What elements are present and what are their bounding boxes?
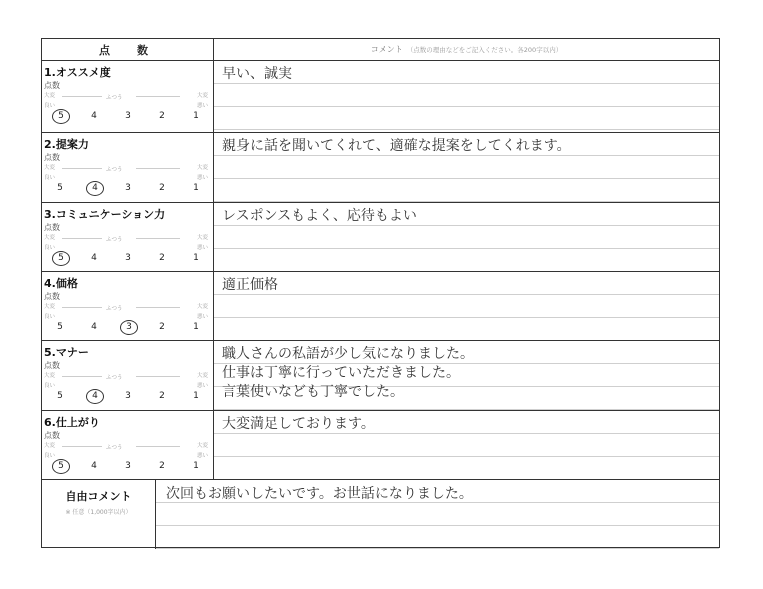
scale-arrow-right xyxy=(136,168,180,169)
free-comment-label-cell xyxy=(42,480,156,549)
scale-normal-label: ふつう xyxy=(106,167,123,173)
score-option[interactable]: 5 xyxy=(52,251,70,266)
score-option[interactable]: 4 xyxy=(91,461,97,471)
scale-arrow-left xyxy=(62,168,102,169)
scale-good-label: 良い xyxy=(44,314,56,320)
score-option[interactable]: 5 xyxy=(57,322,63,332)
scale-guide xyxy=(44,441,210,453)
score-label: 点数 xyxy=(44,81,60,90)
category-title: 6.仕上がり xyxy=(44,416,100,429)
score-column-header: 点 数 xyxy=(42,39,214,61)
scale-very-right-label: 大変 xyxy=(196,93,208,99)
scale-arrow-left xyxy=(62,376,102,377)
evaluation-sheet xyxy=(41,38,720,548)
score-option[interactable]: 3 xyxy=(125,461,131,471)
score-option[interactable]: 1 xyxy=(193,391,199,401)
score-option[interactable]: 1 xyxy=(193,183,199,193)
scale-arrow-left xyxy=(62,307,102,308)
scale-very-label: 大変 xyxy=(44,235,56,241)
scale-arrow-right xyxy=(136,446,180,447)
score-option[interactable]: 1 xyxy=(193,322,199,332)
score-option[interactable]: 3 xyxy=(125,253,131,263)
score-options xyxy=(42,322,214,336)
score-options xyxy=(42,253,214,267)
score-label: 点数 xyxy=(44,223,60,232)
score-option[interactable]: 4 xyxy=(91,322,97,332)
comment-line: 仕事は丁寧に行っていただきました。 xyxy=(222,365,460,381)
scale-bad-label: 悪い xyxy=(196,314,208,320)
scale-bad-label: 悪い xyxy=(196,103,208,109)
comment-line: 親身に話を聞いてくれて、適確な提案をしてくれます。 xyxy=(222,138,571,154)
score-option[interactable]: 3 xyxy=(125,183,131,193)
score-option[interactable]: 2 xyxy=(159,461,165,471)
score-label: 点数 xyxy=(44,431,60,440)
category-score-cell xyxy=(42,272,214,341)
scale-very-right-label: 大変 xyxy=(196,235,208,241)
category-score-cell xyxy=(42,411,214,480)
scale-bad-label: 悪い xyxy=(196,383,208,389)
scale-bad-label: 悪い xyxy=(196,453,208,459)
comment-header-label: コメント xyxy=(370,45,403,54)
comment-header-note: （点数の理由などをご記入ください。各200字以内） xyxy=(406,46,563,54)
scale-good-label: 良い xyxy=(44,453,56,459)
score-option[interactable]: 4 xyxy=(91,253,97,263)
score-option[interactable]: 1 xyxy=(193,461,199,471)
score-label: 点数 xyxy=(44,153,60,162)
score-option[interactable]: 2 xyxy=(159,111,165,121)
category-title: 1.オススメ度 xyxy=(44,66,111,79)
category-title: 3.コミュニケーション力 xyxy=(44,208,166,221)
scale-very-right-label: 大変 xyxy=(196,443,208,449)
scale-arrow-left xyxy=(62,446,102,447)
comment-line: レスポンスもよく、応待もよい xyxy=(222,208,417,224)
score-option[interactable]: 2 xyxy=(159,183,165,193)
scale-arrow-right xyxy=(136,376,180,377)
score-option[interactable]: 4 xyxy=(91,111,97,121)
scale-arrow-right xyxy=(136,307,180,308)
score-label: 点数 xyxy=(44,292,60,301)
free-comment-area[interactable] xyxy=(156,480,719,549)
category-comment-area[interactable] xyxy=(214,61,719,133)
category-score-cell xyxy=(42,61,214,133)
comment-line: 早い、誠実 xyxy=(222,66,292,82)
scale-very-label: 大変 xyxy=(44,93,56,99)
score-options xyxy=(42,461,214,475)
score-option[interactable]: 2 xyxy=(159,253,165,263)
free-comment-title: 自由コメント xyxy=(65,490,132,503)
score-options xyxy=(42,111,214,125)
scale-normal-label: ふつう xyxy=(106,375,123,381)
scale-normal-label: ふつう xyxy=(106,445,123,451)
category-score-cell xyxy=(42,133,214,203)
scale-bad-label: 悪い xyxy=(196,245,208,251)
scale-good-label: 良い xyxy=(44,103,56,109)
scale-guide xyxy=(44,233,210,245)
comment-line: 言葉使いなども丁寧でした。 xyxy=(222,384,404,400)
score-options xyxy=(42,391,214,405)
comment-line: 適正価格 xyxy=(222,277,278,293)
scale-very-label: 大変 xyxy=(44,373,56,379)
category-comment-area[interactable] xyxy=(214,272,719,341)
score-option[interactable]: 2 xyxy=(159,391,165,401)
score-option[interactable]: 1 xyxy=(193,253,199,263)
score-option[interactable]: 3 xyxy=(125,111,131,121)
score-option[interactable]: 5 xyxy=(57,391,63,401)
score-option[interactable]: 3 xyxy=(120,320,138,335)
scale-very-label: 大変 xyxy=(44,165,56,171)
scale-very-right-label: 大変 xyxy=(196,304,208,310)
score-option[interactable]: 4 xyxy=(86,181,104,196)
category-title: 2.提案力 xyxy=(44,138,89,151)
scale-arrow-left xyxy=(62,238,102,239)
score-option[interactable]: 1 xyxy=(193,111,199,121)
category-score-cell xyxy=(42,203,214,272)
score-option[interactable]: 5 xyxy=(52,459,70,474)
scale-normal-label: ふつう xyxy=(106,95,123,101)
score-option[interactable]: 4 xyxy=(86,389,104,404)
category-comment-area[interactable] xyxy=(214,133,719,203)
scale-good-label: 良い xyxy=(44,383,56,389)
scale-very-right-label: 大変 xyxy=(196,165,208,171)
category-score-cell xyxy=(42,341,214,411)
scale-guide xyxy=(44,163,210,175)
scale-normal-label: ふつう xyxy=(106,237,123,243)
scale-very-label: 大変 xyxy=(44,443,56,449)
scale-very-right-label: 大変 xyxy=(196,373,208,379)
score-option[interactable]: 3 xyxy=(125,391,131,401)
comment-line: 大変満足しております。 xyxy=(222,416,375,432)
category-comment-area[interactable] xyxy=(214,341,719,411)
category-title: 5.マナー xyxy=(44,346,89,359)
score-options xyxy=(42,183,214,197)
score-option[interactable]: 2 xyxy=(159,322,165,332)
scale-good-label: 良い xyxy=(44,175,56,181)
scale-guide xyxy=(44,302,210,314)
scale-bad-label: 悪い xyxy=(196,175,208,181)
category-comment-area[interactable] xyxy=(214,411,719,480)
scale-guide xyxy=(44,91,210,103)
scale-arrow-right xyxy=(136,96,180,97)
category-comment-area[interactable] xyxy=(214,203,719,272)
score-label: 点数 xyxy=(44,361,60,370)
scale-normal-label: ふつう xyxy=(106,306,123,312)
scale-good-label: 良い xyxy=(44,245,56,251)
score-option[interactable]: 5 xyxy=(57,183,63,193)
free-comment-note: ※ 任意（1,000字以内） xyxy=(65,509,132,516)
comment-column-header xyxy=(214,39,719,61)
scale-arrow-left xyxy=(62,96,102,97)
comment-line: 職人さんの私語が少し気になりました。 xyxy=(222,346,474,362)
scale-arrow-right xyxy=(136,238,180,239)
scale-very-label: 大変 xyxy=(44,304,56,310)
scale-guide xyxy=(44,371,210,383)
free-comment-text: 次回もお願いしたいです。お世話になりました。 xyxy=(166,486,473,502)
category-title: 4.価格 xyxy=(44,277,78,290)
score-option[interactable]: 5 xyxy=(52,109,70,124)
